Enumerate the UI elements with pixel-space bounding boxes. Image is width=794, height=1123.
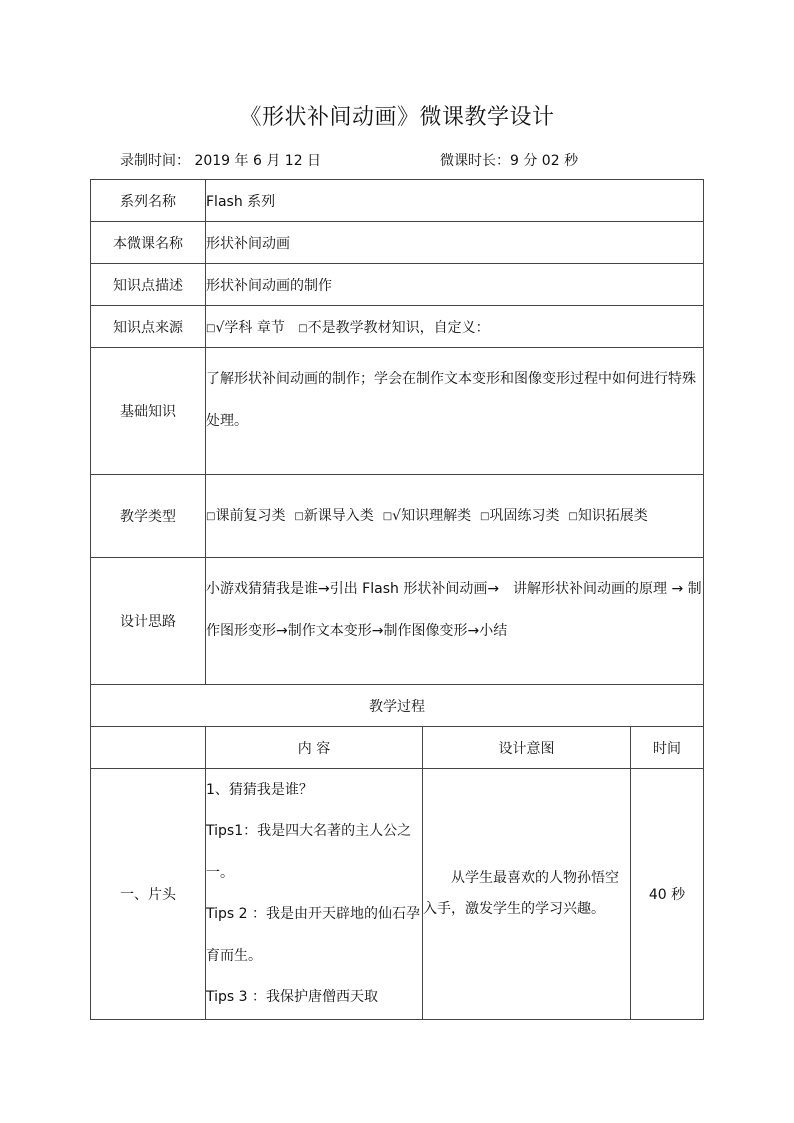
knowledge-source-value (206, 306, 704, 348)
duration-label: 微课时长： (440, 153, 510, 169)
header-time: 时间 (631, 727, 704, 769)
series-label: 系列名称 (91, 180, 206, 222)
row-lesson-name (91, 222, 704, 264)
teach-type-option: 巩固练习类 (489, 507, 560, 524)
step-1-line: Tips 2 ：我是由开天辟地的仙石孕育而生。 (206, 906, 420, 964)
step-1-time: 40 秒 (631, 769, 704, 1020)
row-series (91, 180, 704, 222)
header-intent: 设计意图 (423, 727, 631, 769)
row-basic-knowledge (91, 348, 704, 475)
checkbox-icon: □ (206, 322, 216, 334)
teach-type-option: 新课导入类 (303, 507, 374, 524)
basic-knowledge-value: 了解形状补间动画的制作；学会在制作文本变形和图像变形过程中如何进行特殊处理。 (206, 348, 704, 475)
checkbox-icon: □ (382, 510, 393, 522)
row-step-1 (91, 769, 704, 1020)
design-idea-value: 小游戏猜猜我是谁→引出 Flash 形状补间动画→ 讲解形状补间动画的原理 → 制作图形变形→制作文本变形→制作图像变形→小结 (206, 558, 704, 685)
record-time-label: 录制时间： (120, 153, 190, 169)
checkbox-icon: □ (206, 510, 216, 522)
duration (440, 150, 578, 170)
source-option-subject: √学科 章节 (215, 319, 285, 336)
knowledge-desc-value: 形状补间动画的制作 (206, 264, 704, 306)
checkbox-icon: □ (298, 322, 308, 334)
header-content: 内 容 (206, 727, 423, 769)
series-value: Flash 系列 (206, 180, 704, 222)
design-table (90, 179, 704, 1020)
step-1-content (206, 769, 423, 1020)
checkbox-icon: □ (294, 510, 304, 522)
checkbox-icon: □ (568, 510, 578, 522)
step-1-label: 一、片头 (91, 769, 206, 1020)
step-1-line: Tips1：我是四大名著的主人公之一。 (206, 823, 412, 881)
knowledge-desc-label: 知识点描述 (91, 264, 206, 306)
teach-type-option: 知识拓展类 (577, 507, 648, 524)
lesson-name-value: 形状补间动画 (206, 222, 704, 264)
step-1-intent: 从学生最喜欢的人物孙悟空入手，激发学生的学习兴趣。 (423, 769, 631, 1020)
row-process-header (91, 727, 704, 769)
teach-type-options (206, 475, 704, 558)
teach-type-label: 教学类型 (91, 475, 206, 558)
knowledge-source-label: 知识点来源 (91, 306, 206, 348)
row-knowledge-source (91, 306, 704, 348)
record-time-value: 2019 年 6 月 12 日 (194, 153, 322, 169)
design-idea-label: 设计思路 (91, 558, 206, 685)
row-design-idea (91, 558, 704, 685)
record-time (120, 150, 321, 170)
header-blank (91, 727, 206, 769)
row-process-title (91, 685, 704, 727)
row-teach-type (91, 475, 704, 558)
teach-type-option: √知识理解类 (392, 507, 472, 524)
page-title: 《形状补间动画》微课教学设计 (239, 105, 555, 130)
teach-type-option: 课前复习类 (215, 507, 286, 524)
step-1-line: 1、猜猜我是谁？ (206, 781, 313, 798)
process-title: 教学过程 (91, 685, 704, 727)
checkbox-icon: □ (480, 510, 490, 522)
row-knowledge-desc (91, 264, 704, 306)
duration-value: 9 分 02 秒 (510, 153, 579, 169)
lesson-name-label: 本微课名称 (91, 222, 206, 264)
step-1-line: Tips 3 ：我保护唐僧西天取 (206, 989, 378, 1005)
source-option-custom: 不是教学教材知识，自定义： (307, 319, 490, 336)
basic-knowledge-label: 基础知识 (91, 348, 206, 475)
